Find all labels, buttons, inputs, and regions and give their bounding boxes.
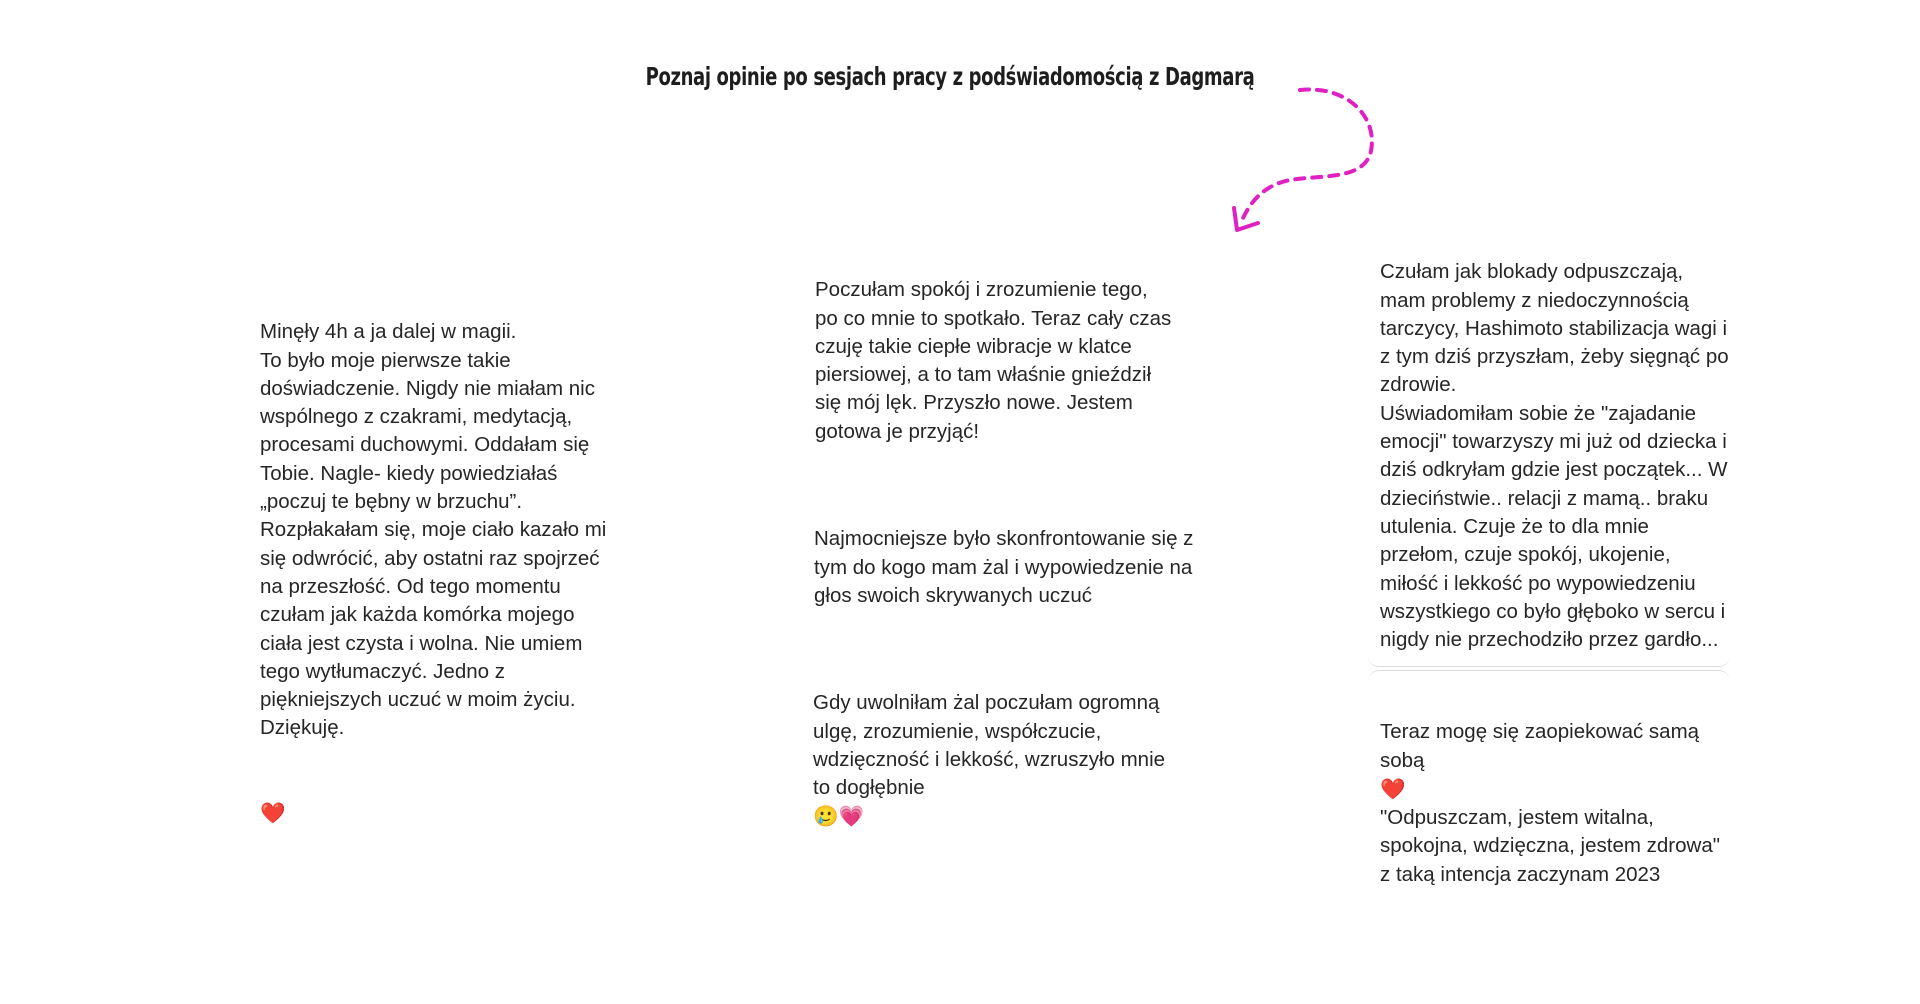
page-title: Poznaj opinie po sesjach pracy z podświadomością z Dagmarą [645, 62, 1255, 91]
review-text: Poczułam spokój i zrozumienie tego, po co mnie to spotkało. Teraz cały czas czuję takie ciepłe wibracje w klatce piersiowej, a to tam właśnie gnieździł się mój lęk. Przyszło nowe. Jestem gotowa je przyjąć! [815, 278, 1172, 443]
message-divider [1368, 670, 1730, 681]
review-card-1 [260, 290, 620, 829]
review-text: Gdy uwolniłam żal poczułam ogromną ulgę, zrozumienie, współczucie, wdzięczność i lekkość, wzruszyło mnie to dogłębnie [813, 691, 1166, 800]
review-card-5 [1380, 230, 1730, 654]
review-text: Czułam jak blokady odpuszczają, mam problemy z niedoczynnością tarczycy, Hashimoto stabilizacja wagi i z tym dziś przyszłam, żeby sięgnąć po zdrowie. Uświadomiłam sobie że "zajadanie emocji" towarzyszy mi już od dziecka i dziś odkryłam gdzie jest początek... W dzieciństwie.. relacji z mamą.. braku utulenia. Czuje że to dla mnie przełom, czuje spokój, ukojenie, miłość i lekkość po wypowiedzeniu wszystkiego co było głęboko w sercu i nigdy nie przechodziło przez gardło... [1380, 260, 1729, 652]
heart-icon: ❤️ [260, 801, 286, 826]
review-card-3 [814, 497, 1194, 610]
review-card-6 [1380, 690, 1730, 889]
review-text: Najmocniejsze było skonfrontowanie się z tym do kogo mam żal i wypowiedzenie na głos swoich skrywanych uczuć [814, 527, 1194, 607]
review-text: "Odpuszczam, jestem witalna, spokojna, wdzięczna, jestem zdrowa" z taką intencja zaczynam 2023 [1380, 806, 1720, 886]
review-card-2 [815, 248, 1175, 446]
review-card-4 [813, 661, 1173, 832]
heart-icon: ❤️ [1380, 776, 1406, 801]
tear-smile-heart-icon: 🥲💗 [813, 804, 865, 829]
message-divider [1368, 656, 1730, 667]
review-text: Minęły 4h a ja dalej w magii. To było moje pierwsze takie doświadczenie. Nigdy nie miałam nic wspólnego z czakrami, medytacją, procesami duchowymi. Oddałam się Tobie. Nagle- kiedy powiedziałaś „poczuj te bębny w brzuchu”. Rozpłakałam się, moje ciało kazało mi się odwrócić, aby ostatni raz spojrzeć na przeszłość. Od tego momentu czułam jak każda komórka mojego ciała jest czysta i wolna. Nie umiem tego wytłumaczyć. Jedno z piękniejszych uczuć w moim życiu. Dziękuję. [260, 320, 607, 740]
review-text: Teraz mogę się zaopiekować samą sobą [1380, 720, 1700, 772]
dashed-curved-arrow-icon [1220, 80, 1380, 240]
